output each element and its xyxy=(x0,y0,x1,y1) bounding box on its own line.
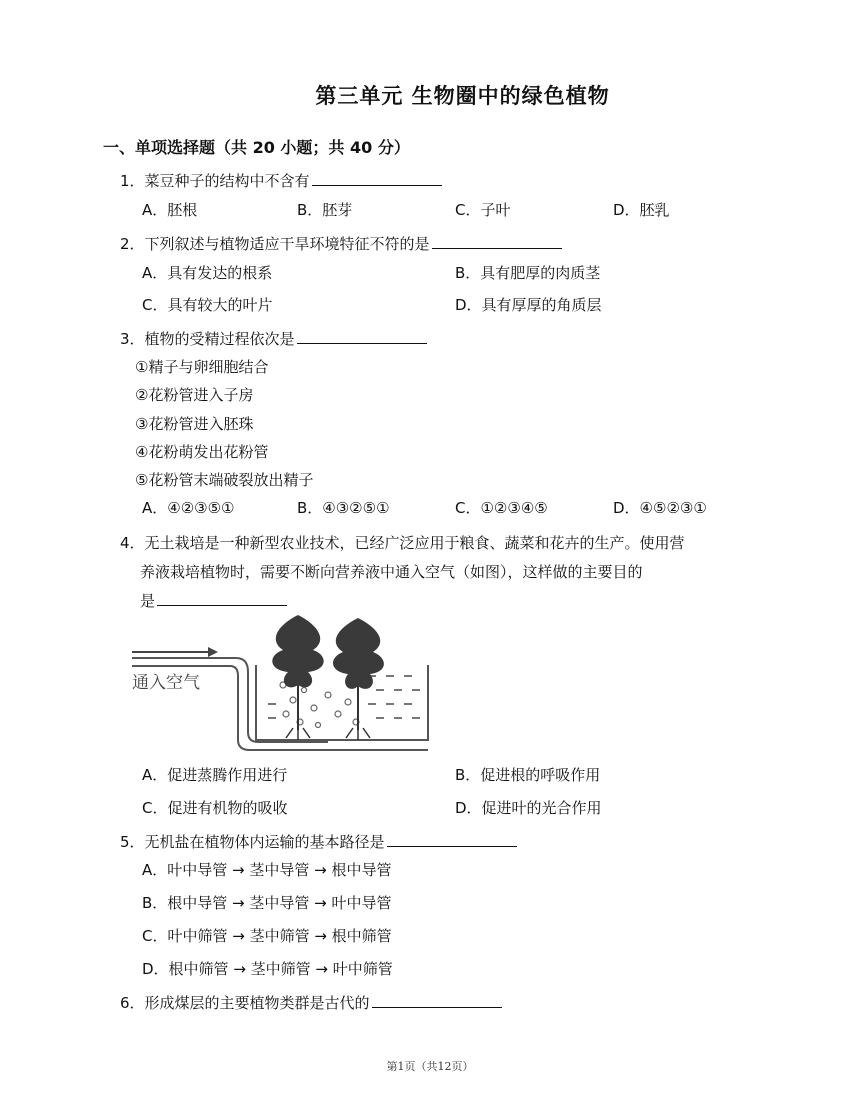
question-1-stem xyxy=(120,170,442,191)
container xyxy=(256,665,428,740)
question-1-text: 1．菜豆种子的结构中不含有 xyxy=(120,172,310,190)
air-bubbles xyxy=(280,682,359,728)
question-4-line-2: 养液栽培植物时，需要不断向营养液中通入空气（如图），这样做的主要目的 xyxy=(140,563,643,581)
q4-option-c[interactable]: C．促进有机物的吸收 xyxy=(142,799,288,817)
q3-step-2: ②花粉管进入子房 xyxy=(135,386,254,404)
question-4-line-1: 4．无土栽培是一种新型农业技术，已经广泛应用于粮食、蔬菜和花卉的生产。使用营 xyxy=(120,534,685,552)
q1-option-b[interactable]: B．胚芽 xyxy=(297,201,353,219)
air-arrow-head xyxy=(208,647,218,657)
question-3-stem xyxy=(120,328,427,349)
q2-option-b[interactable]: B．具有肥厚的肉质茎 xyxy=(455,264,601,282)
q5-option-d[interactable]: D．根中筛管 → 茎中筛管 → 叶中筛管 xyxy=(142,960,393,978)
q5-option-c[interactable]: C．叶中筛管 → 茎中筛管 → 根中筛管 xyxy=(142,927,392,945)
q4-option-a[interactable]: A．促进蒸腾作用进行 xyxy=(142,766,288,784)
page-title: 第三单元 生物圈中的绿色植物 xyxy=(315,83,610,108)
answer-blank[interactable] xyxy=(312,171,442,186)
question-5-stem xyxy=(120,831,517,852)
question-3-text: 3．植物的受精过程依次是 xyxy=(120,330,295,348)
answer-blank[interactable] xyxy=(387,832,517,847)
question-2-stem xyxy=(120,233,562,254)
answer-blank[interactable] xyxy=(372,993,502,1008)
q1-option-c[interactable]: C．子叶 xyxy=(455,201,511,219)
q3-step-4: ④花粉萌发出花粉管 xyxy=(135,443,269,461)
plant-2 xyxy=(333,618,384,740)
question-2-text: 2．下列叙述与植物适应干旱环境特征不符的是 xyxy=(120,235,430,253)
question-4-line-3 xyxy=(140,590,287,611)
answer-blank[interactable] xyxy=(432,234,562,249)
question-5-text: 5．无机盐在植物体内运输的基本路径是 xyxy=(120,833,385,851)
q3-option-d[interactable]: D．④⑤②③① xyxy=(613,499,707,517)
hydroponics-figure xyxy=(118,610,448,755)
page-footer: 第1页（共12页） xyxy=(386,1060,474,1073)
plant-1 xyxy=(272,615,323,740)
q3-option-b[interactable]: B．④③②⑤① xyxy=(297,499,390,517)
q3-step-3: ③花粉管进入胚珠 xyxy=(135,415,254,433)
q3-option-c[interactable]: C．①②③④⑤ xyxy=(455,499,548,517)
section-heading: 一、单项选择题（共 20 小题；共 40 分） xyxy=(103,138,410,157)
question-6-text: 6．形成煤层的主要植物类群是古代的 xyxy=(120,994,370,1012)
q2-option-a[interactable]: A．具有发达的根系 xyxy=(142,264,273,282)
q4-option-d[interactable]: D．促进叶的光合作用 xyxy=(455,799,602,817)
q1-option-d[interactable]: D．胚乳 xyxy=(613,201,670,219)
q4-option-b[interactable]: B．促进根的呼吸作用 xyxy=(455,766,601,784)
answer-blank[interactable] xyxy=(297,329,427,344)
q1-option-a[interactable]: A．胚根 xyxy=(142,201,198,219)
q3-step-5: ⑤花粉管末端破裂放出精子 xyxy=(135,471,314,489)
question-4-text: 是 xyxy=(140,592,156,610)
answer-blank[interactable] xyxy=(157,591,287,606)
question-6-stem xyxy=(120,992,502,1013)
figure-label: 通入空气 xyxy=(132,673,200,693)
q2-option-c[interactable]: C．具有较大的叶片 xyxy=(142,296,273,314)
q3-option-a[interactable]: A．④②③⑤① xyxy=(142,499,235,517)
q2-option-d[interactable]: D．具有厚厚的角质层 xyxy=(455,296,602,314)
q3-step-1: ①精子与卵细胞结合 xyxy=(135,358,269,376)
q5-option-b[interactable]: B．根中导管 → 茎中导管 → 叶中导管 xyxy=(142,894,392,912)
q5-option-a[interactable]: A．叶中导管 → 茎中导管 → 根中导管 xyxy=(142,861,392,879)
